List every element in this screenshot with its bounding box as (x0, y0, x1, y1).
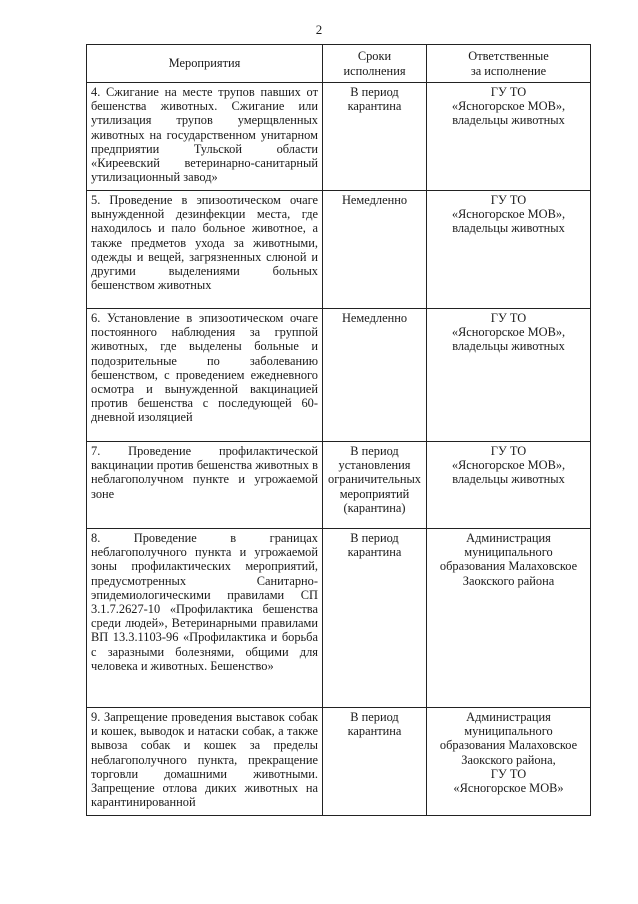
measures-table (86, 44, 591, 816)
measure-cell: 5. Проведение в эпизоотическом очаге вынужденной дезинфекции места, где находилось и пало больное животное, а также предметов ухода за животными, одежды и вещей, загрязненных слюной и другими выделениями больных бешенством животных (87, 191, 323, 309)
responsible-cell: ГУ ТО «Ясногорское МОВ», владельцы животных (427, 309, 591, 442)
term-cell: В период установления ограничительных мероприятий (карантина) (323, 442, 427, 529)
header-terms: Сроки исполнения (323, 45, 427, 83)
table-row (87, 309, 591, 442)
header-measures: Мероприятия (87, 45, 323, 83)
header-responsible: Ответственные за исполнение (427, 45, 591, 83)
measure-cell: 7. Проведение профилактической вакцинации против бешенства животных в неблагополучном пункте и угрожаемой зоне (87, 442, 323, 529)
measure-cell: 8. Проведение в границах неблагополучного пункта и угрожаемой зоны профилактических мероприятий, предусмотренных Санитарно-эпидемиологическими правилами СП 3.1.7.2627-10 «Профилактика бешенства среди людей», Ветеринарными правилами ВП 13.3.1103-96 «Профилактика и борьба с заразными болезнями, общими для человека и животных. Бешенство» (87, 529, 323, 708)
responsible-cell: Администрация муниципального образования Малаховское Заокского района, ГУ ТО «Ясногорское МОВ» (427, 708, 591, 816)
term-cell: В период карантина (323, 708, 427, 816)
term-cell: В период карантина (323, 83, 427, 191)
table-row (87, 83, 591, 191)
term-cell: Немедленно (323, 309, 427, 442)
measure-cell: 4. Сжигание на месте трупов павших от бешенства животных. Сжигание или утилизация трупов умерщвленных животных на государственном унитарном предприятии Тульской области «Киреевский ветеринарно-санитарный утилизационный завод» (87, 83, 323, 191)
measure-cell: 6. Установление в эпизоотическом очаге постоянного наблюдения за группой животных, где выделены больные и подозрительные по заболеванию бешенством, с проведением ежедневного осмотра и вынужденной вакцинацией против бешенства с последующей 60-дневной изоляцией (87, 309, 323, 442)
table-row (87, 708, 591, 816)
responsible-cell: ГУ ТО «Ясногорское МОВ», владельцы животных (427, 442, 591, 529)
page-number: 2 (315, 22, 323, 37)
table-row (87, 191, 591, 309)
responsible-cell: ГУ ТО «Ясногорское МОВ», владельцы животных (427, 83, 591, 191)
measure-cell: 9. Запрещение проведения выставок собак и кошек, выводок и натаски собак, а также вывоза собак и кошек за пределы неблагополучного пункта, прекращение торговли домашними животными. Запрещение отлова диких животных на карантинированной (87, 708, 323, 816)
responsible-cell: Администрация муниципального образования Малаховское Заокского района (427, 529, 591, 708)
term-cell: Немедленно (323, 191, 427, 309)
responsible-cell: ГУ ТО «Ясногорское МОВ», владельцы животных (427, 191, 591, 309)
table-row (87, 529, 591, 708)
table-header-row (87, 45, 591, 83)
term-cell: В период карантина (323, 529, 427, 708)
table-row (87, 442, 591, 529)
